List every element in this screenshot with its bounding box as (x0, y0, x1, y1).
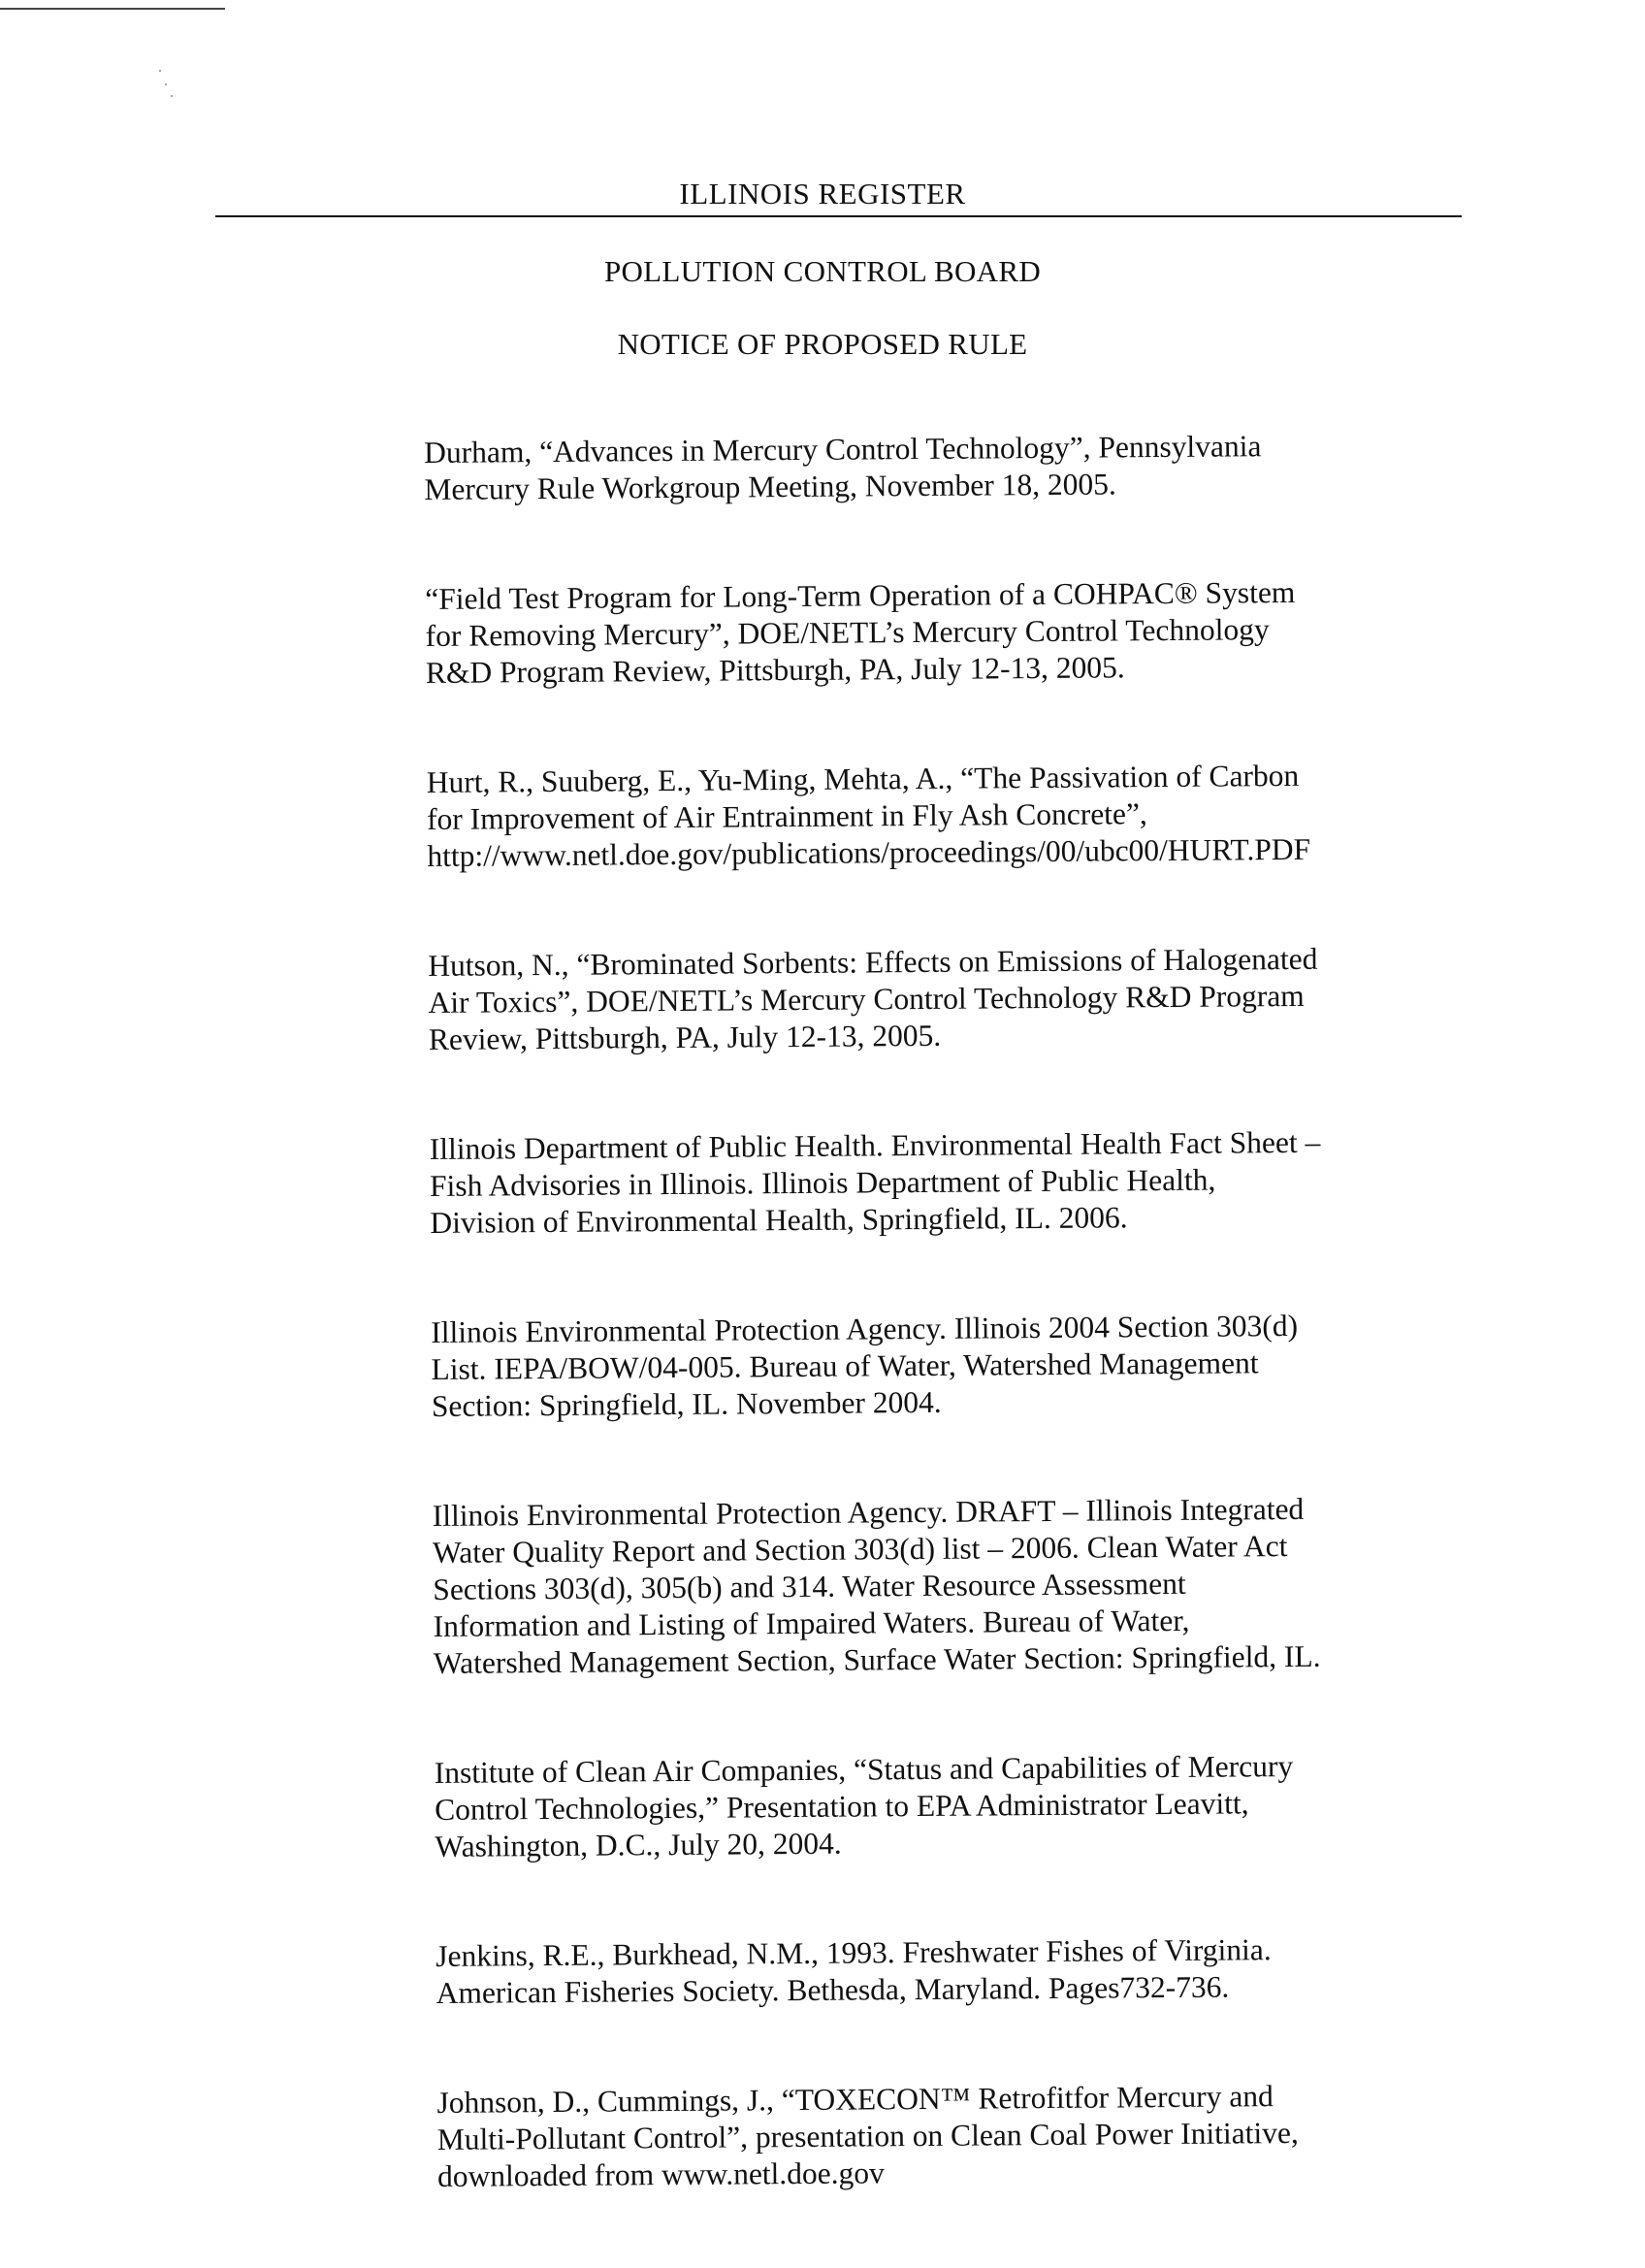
reference-entry (428, 940, 1399, 1058)
reference-line: Multi-Pollutant Control”, presentation on Clean Coal Power Initiative, (436, 2115, 1299, 2156)
reference-line: Watershed Management Section, Surface Water Section: Springfield, IL. (433, 1638, 1321, 1680)
reference-line: Control Technologies,” Presentation to EPA Administrator Leavitt, (434, 1786, 1249, 1827)
reference-line: Information and Listing of Impaired Waters. Bureau of Water, (433, 1603, 1190, 1643)
scan-speckles (157, 70, 177, 99)
reference-line: Illinois Department of Public Health. Environmental Health Fact Sheet – (429, 1124, 1321, 1166)
reference-line: Institute of Clean Air Companies, “Status and Capabilities of Mercury (434, 1749, 1294, 1790)
header-rule (215, 215, 1462, 217)
reference-entry (431, 1307, 1402, 1425)
reference-line: for Removing Mercury”, DOE/NETL’s Mercury Control Technology (425, 612, 1270, 653)
reference-entry (430, 1123, 1401, 1242)
reference-line: http://www.netl.doe.gov/publications/proceedings/00/ubc00/HURT.PDF (427, 831, 1311, 873)
notice-title: NOTICE OF PROPOSED RULE (617, 327, 1028, 361)
reference-entry (425, 573, 1396, 692)
reference-line: List. IEPA/BOW/04-005. Bureau of Water, Watershed Management (431, 1345, 1259, 1386)
reference-list (424, 427, 1408, 2268)
reference-entry (436, 2077, 1407, 2195)
board-title: POLLUTION CONTROL BOARD (603, 254, 1042, 288)
scan-edge-line (0, 8, 225, 10)
reference-line: Review, Pittsburgh, PA, July 12-13, 2005. (428, 1018, 942, 1056)
reference-line: Mercury Rule Workgroup Meeting, November 18, 2005. (424, 467, 1116, 506)
reference-line: Section: Springfield, IL. November 2004. (431, 1384, 942, 1423)
reference-line: Jenkins, R.E., Burkhead, N.M., 1993. Freshwater Fishes of Virginia. (435, 1932, 1272, 1973)
reference-line: Water Quality Report and Section 303(d) list – 2006. Clean Water Act (432, 1529, 1288, 1570)
reference-line: Illinois Environmental Protection Agency. Illinois 2004 Section 303(d) (431, 1308, 1299, 1349)
reference-line: Sections 303(d), 305(b) and 314. Water Resource Assessment (433, 1566, 1186, 1606)
reference-entry (435, 1930, 1406, 2012)
reference-entry (424, 427, 1395, 508)
reference-line: Hutson, N., “Brominated Sorbents: Effects on Emissions of Halogenated (428, 941, 1318, 983)
reference-line: “Field Test Program for Long-Term Operation of a COHPAC® System (425, 574, 1296, 616)
reference-entry (427, 757, 1398, 875)
reference-line: downloaded from www.netl.doe.gov (436, 2155, 885, 2193)
reference-line: Air Toxics”, DOE/NETL’s Mercury Control Technology R&D Program (428, 978, 1305, 1020)
reference-entry (433, 1490, 1403, 1682)
reference-line: Durham, “Advances in Mercury Control Technology”, Pennsylvania (424, 429, 1262, 470)
reference-line: Johnson, D., Cummings, J., “TOXECON™ Retrofitfor Mercury and (436, 2079, 1274, 2120)
reference-line: Hurt, R., Suuberg, E., Yu-Ming, Mehta, A., “The Passivation of Carbon (426, 758, 1300, 799)
reference-line: Washington, D.C., July 20, 2004. (435, 1826, 842, 1863)
reference-line: Illinois Environmental Protection Agency. DRAFT – Illinois Integrated (432, 1491, 1305, 1533)
reference-line: Fish Advisories in Illinois. Illinois Department of Public Health, (429, 1162, 1216, 1203)
register-title: ILLINOIS REGISTER (679, 177, 966, 211)
reference-line: Division of Environmental Health, Springfield, IL. 2006. (430, 1200, 1128, 1240)
reference-line: American Fisheries Society. Bethesda, Maryland. Pages732-736. (435, 1969, 1230, 2010)
reference-line: for Improvement of Air Entrainment in Fly Ash Concrete”, (426, 796, 1147, 836)
reference-entry (435, 1747, 1405, 1865)
reference-line: R&D Program Review, Pittsburgh, PA, July 12-13, 2005. (425, 650, 1125, 690)
